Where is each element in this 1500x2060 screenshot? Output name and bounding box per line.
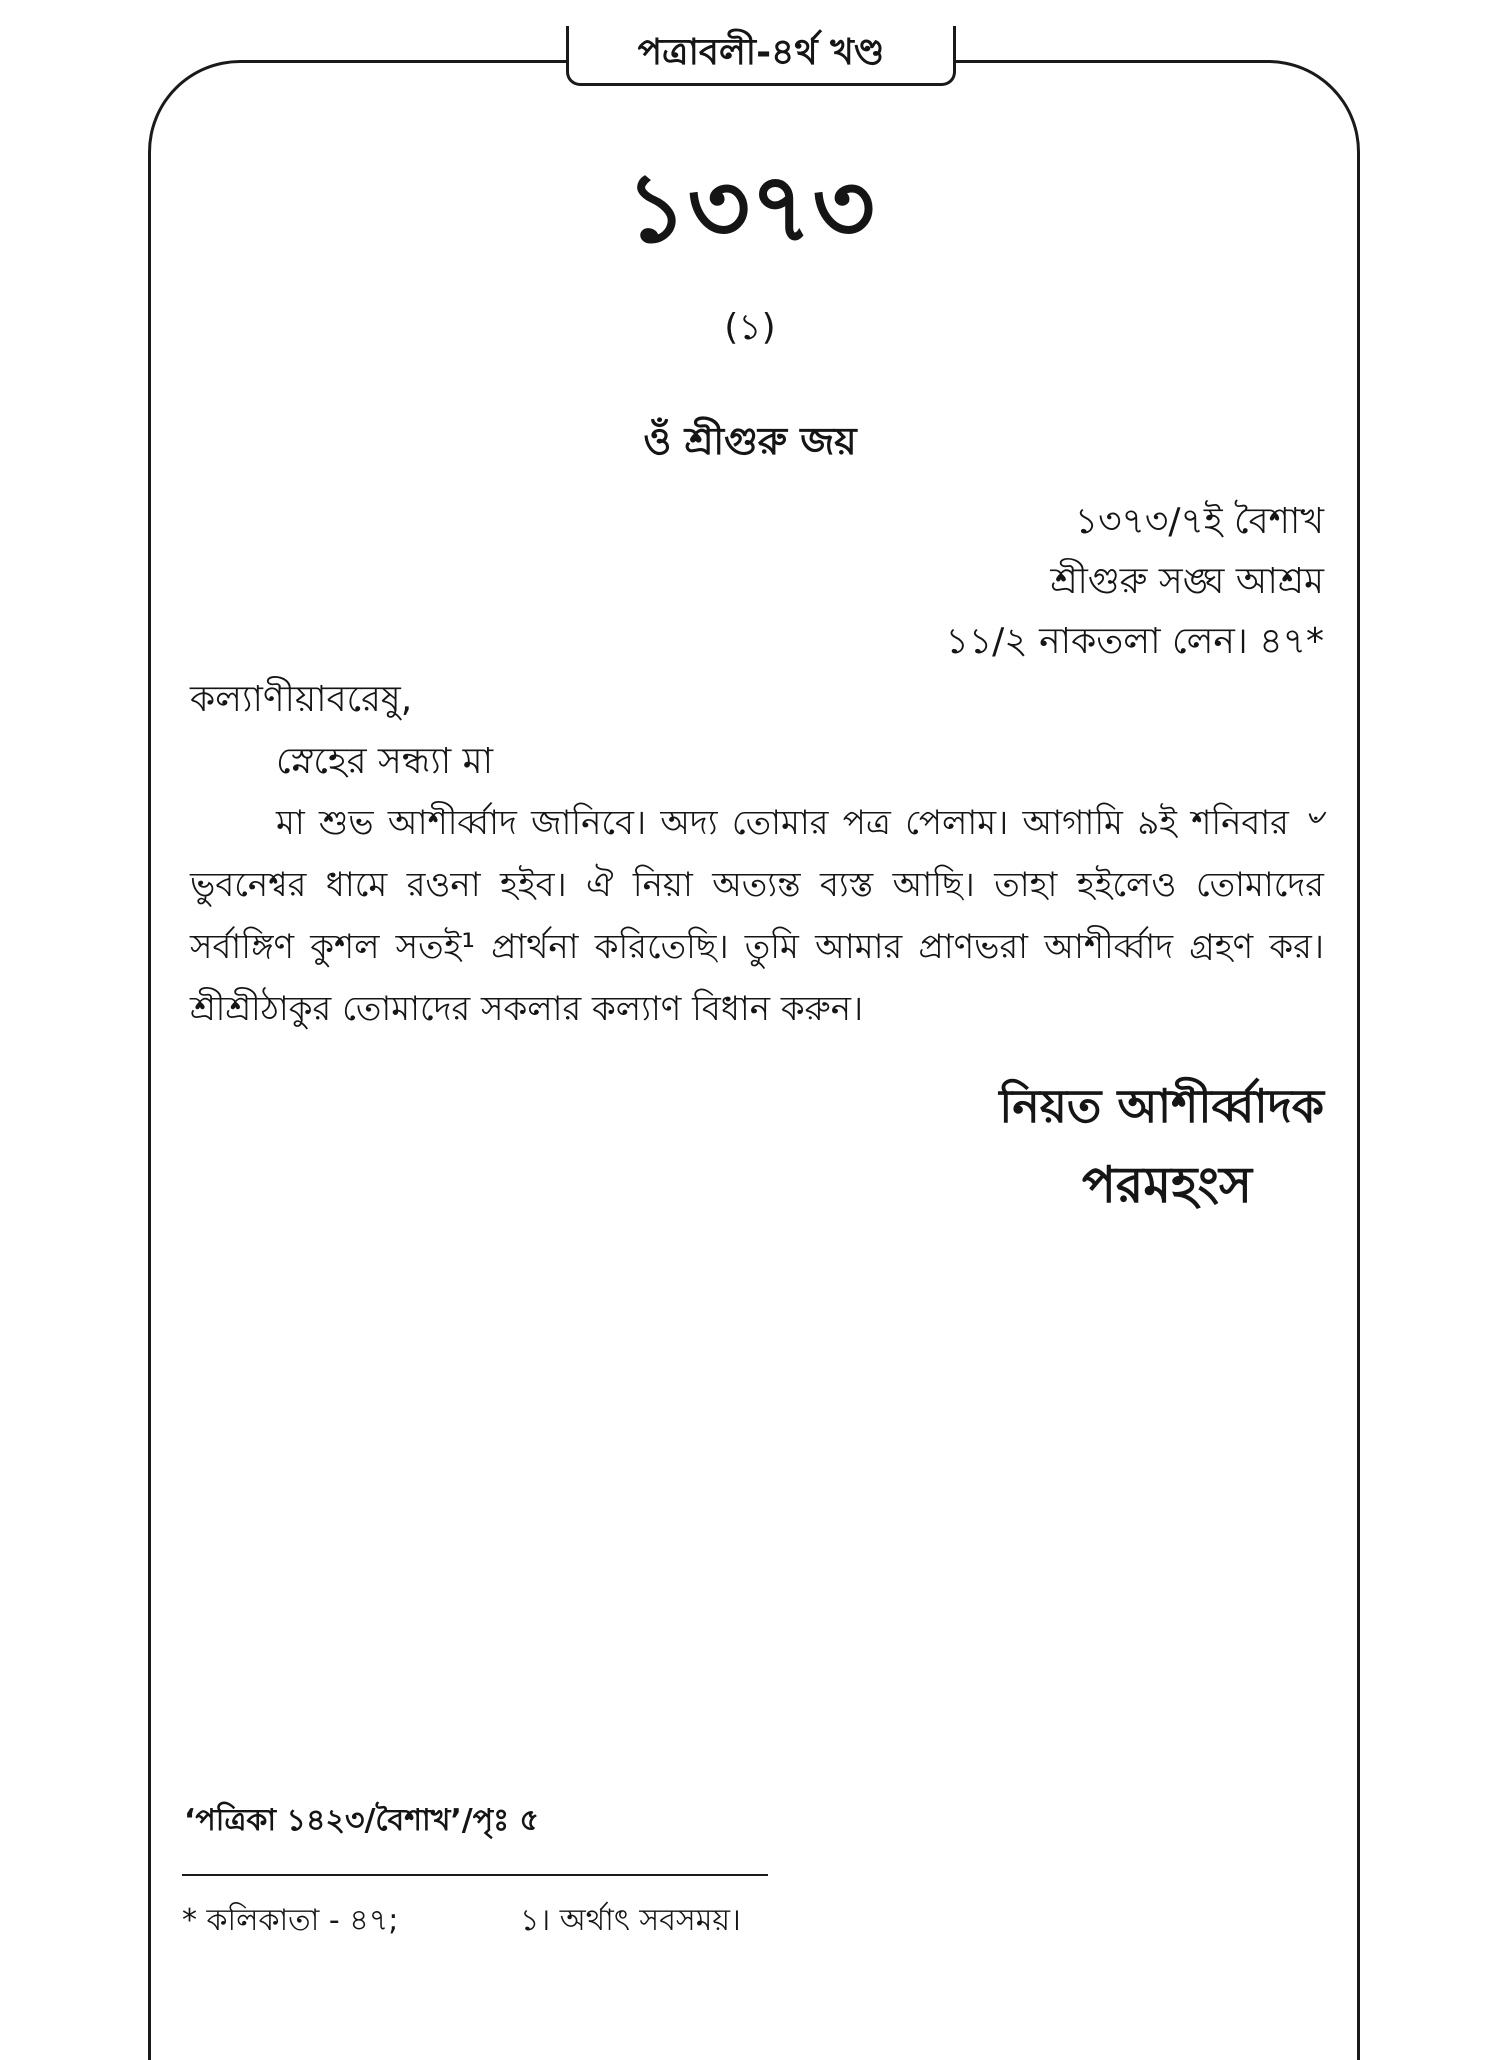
page-frame: [148, 60, 1360, 2060]
date-line: ১৩৭৩/৭ই বৈশাখ: [1074, 501, 1324, 542]
year-heading: ১৩৭৩: [625, 152, 875, 264]
footnote-one: ১। অর্থাৎ সবসময়।: [520, 1903, 741, 1938]
addressee: স্নেহের সন্ধ্যা মা: [276, 741, 494, 782]
closing-line: নিয়ত আশীর্ব্বাদক: [999, 1079, 1324, 1133]
letter-number: (১): [724, 307, 776, 348]
address-line: ১১/২ নাকতলা লেন। ৪৭*: [945, 621, 1324, 662]
place-line: শ্রীগুরু সঙ্ঘ আশ্রম: [1050, 561, 1324, 602]
letter-body-text: মা শুভ আশীর্ব্বাদ জানিবে। অদ্য তোমার পত্র পেলাম। আগামি ৯ই শনিবার ৺ ভুবনেশ্বর ধামে রওনা হইব। ঐ নিয়া অত্যন্ত ব্যস্ত আছি। তাহা হইলেও তোমাদের সর্বাঙ্গিণ কুশল সতই¹ প্রার্থনা করিতেছি। তুমি আমার প্রাণভরা আশীর্ব্বাদ গ্রহণ কর। শ্রীশ্রীঠাকুর তোমাদের সকলার কল্যাণ বিধান করুন।: [190, 803, 1324, 1029]
letter-body: [190, 792, 1324, 1040]
salutation: কল্যাণীয়াবরেষু,: [190, 679, 413, 720]
source-reference: ‘পত্রিকা ১৪২৩/বৈশাখ’/পৃঃ ৫: [184, 1803, 540, 1838]
signature: পরমহংস: [1081, 1156, 1252, 1214]
footnote-star: * কলিকাতা - ৪৭;: [182, 1903, 399, 1938]
footnote-divider: [182, 1874, 768, 1876]
running-head: পত্রাবলী-৪র্থ খণ্ড: [566, 26, 956, 86]
invocation-line: ওঁ শ্রীগুরু জয়: [643, 419, 857, 463]
